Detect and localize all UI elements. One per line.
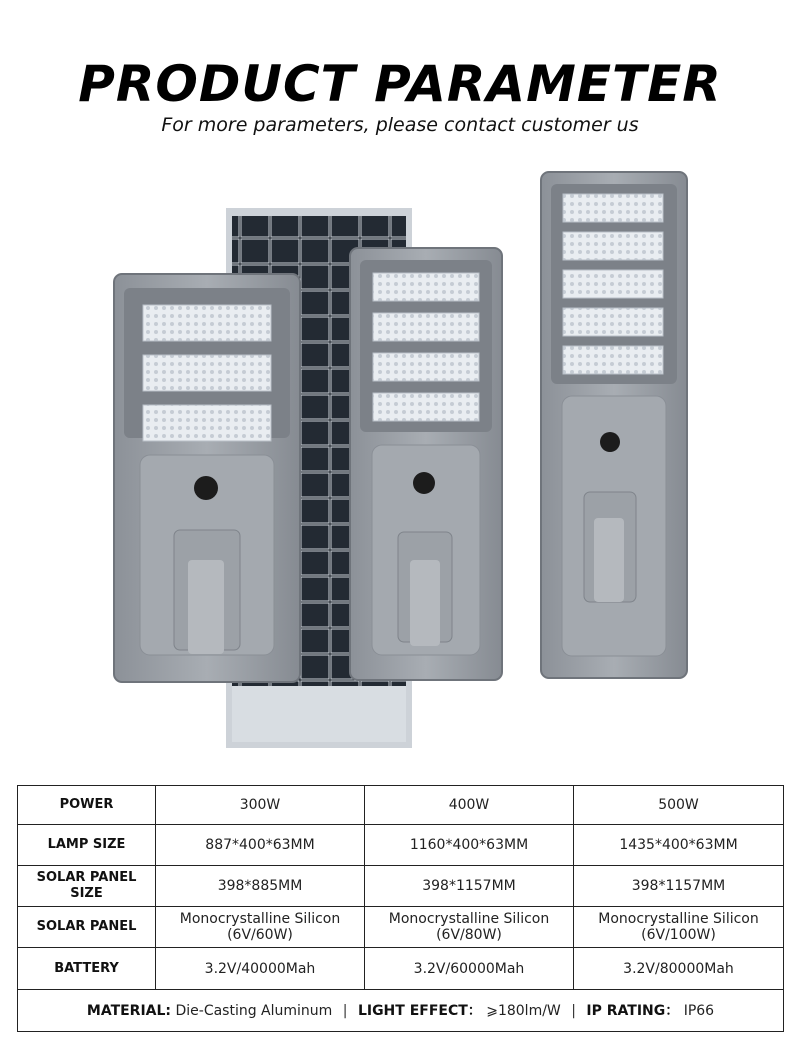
row-label: POWER	[18, 786, 156, 825]
cell-line: Monocrystalline Silicon	[388, 911, 550, 927]
lamp-400w	[350, 248, 502, 680]
table-row-power	[18, 786, 784, 825]
table-row-solar-panel-size	[18, 866, 784, 907]
table-cell: 1160*400*63MM	[365, 825, 574, 866]
table-cell: 300W	[156, 786, 365, 825]
table-cell: 500W	[574, 786, 784, 825]
table-row-footer	[18, 990, 784, 1032]
table-cell: 3.2V/60000Mah	[365, 948, 574, 990]
separator: |	[571, 1002, 576, 1019]
row-label: SOLAR PANEL	[18, 907, 156, 948]
table-cell	[574, 907, 784, 948]
table-cell: 1435*400*63MM	[574, 825, 784, 866]
row-label: BATTERY	[18, 948, 156, 990]
product-photo	[0, 160, 800, 760]
table-cell: 398*1157MM	[574, 866, 784, 907]
table-cell: 398*1157MM	[365, 866, 574, 907]
lamp-500w	[541, 172, 687, 678]
cell-line: (6V/80W)	[436, 927, 502, 943]
row-label	[18, 866, 156, 907]
table-cell: 3.2V/40000Mah	[156, 948, 365, 990]
spec-table	[17, 785, 784, 1032]
table-cell	[156, 907, 365, 948]
material-value: Die-Casting Aluminum	[175, 1002, 333, 1019]
cell-line: (6V/100W)	[641, 927, 716, 943]
page-title: PRODUCT PARAMETER	[78, 55, 722, 113]
table-row-battery	[18, 948, 784, 990]
material-label: MATERIAL:	[86, 1002, 172, 1019]
row-label: LAMP SIZE	[18, 825, 156, 866]
light-effect-label: LIGHT EFFECT：	[357, 1002, 482, 1019]
table-cell: 400W	[365, 786, 574, 825]
table-cell: 3.2V/80000Mah	[574, 948, 784, 990]
footer-cell	[18, 990, 784, 1032]
cell-line: Monocrystalline Silicon	[598, 911, 759, 927]
ip-rating-value: IP66	[683, 1002, 715, 1019]
separator: |	[342, 1002, 348, 1019]
page-subtitle: For more parameters, please contact customer us	[161, 114, 639, 136]
cell-line: (6V/60W)	[227, 927, 293, 943]
light-effect-value: ⩾180lm/W	[486, 1002, 561, 1019]
lamp-300w	[114, 274, 300, 682]
table-row-solar-panel	[18, 907, 784, 948]
row-label-line: SOLAR PANEL	[36, 870, 137, 885]
row-label-line: SIZE	[70, 886, 103, 901]
table-cell: 887*400*63MM	[156, 825, 365, 866]
table-row-lamp-size	[18, 825, 784, 866]
table-cell: 398*885MM	[156, 866, 365, 907]
ip-rating-label: IP RATING：	[586, 1002, 680, 1019]
cell-line: Monocrystalline Silicon	[179, 911, 341, 927]
table-cell	[365, 907, 574, 948]
